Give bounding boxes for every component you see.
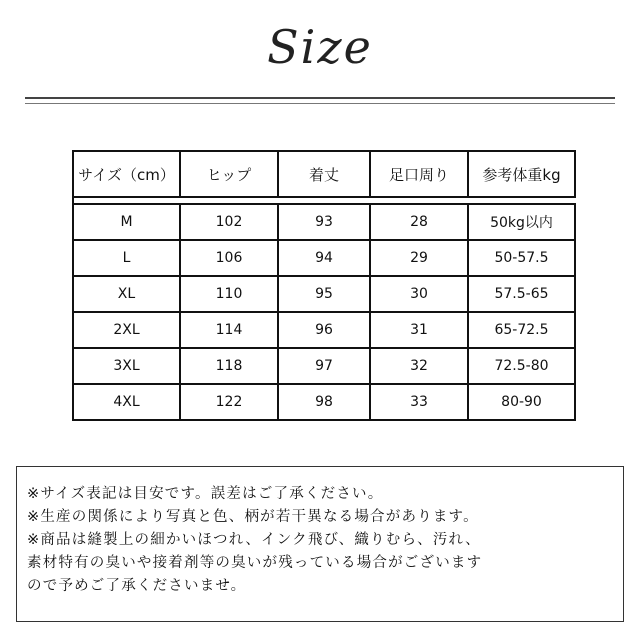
cell-size: 4XL [74, 385, 181, 421]
cell-length: 95 [279, 277, 371, 313]
divider-line-thin [25, 103, 615, 104]
note-line: ので予めご了承くださいませ。 [27, 578, 247, 594]
table-row [74, 349, 576, 385]
header-size: サイズ（cm） [74, 152, 181, 198]
header-weight: 参考体重kg [469, 152, 576, 198]
cell-length: 98 [279, 385, 371, 421]
table-gap [74, 198, 576, 205]
cell-hip: 122 [181, 385, 279, 421]
cell-size: 2XL [74, 313, 181, 349]
cell-hip: 114 [181, 313, 279, 349]
header-hip: ヒップ [181, 152, 279, 198]
cell-leg-opening: 28 [371, 205, 469, 241]
divider-line [25, 97, 615, 99]
cell-hip: 106 [181, 241, 279, 277]
notes-box [16, 466, 624, 622]
cell-leg-opening: 31 [371, 313, 469, 349]
note-line: ※商品は縫製上の細かいほつれ、インク飛び、織りむら、汚れ、 [27, 532, 481, 548]
cell-weight: 57.5-65 [469, 277, 576, 313]
note-line: ※生産の関係により写真と色、柄が若干異なる場合があります。 [27, 509, 479, 525]
cell-weight: 50-57.5 [469, 241, 576, 277]
cell-leg-opening: 30 [371, 277, 469, 313]
table-row [74, 385, 576, 421]
cell-leg-opening: 29 [371, 241, 469, 277]
page-title: Size [267, 20, 373, 74]
cell-hip: 118 [181, 349, 279, 385]
table-row [74, 241, 576, 277]
cell-leg-opening: 32 [371, 349, 469, 385]
cell-hip: 102 [181, 205, 279, 241]
cell-hip: 110 [181, 277, 279, 313]
note-line: ※サイズ表記は目安です。誤差はご了承ください。 [27, 486, 384, 502]
cell-weight: 50kg以内 [469, 205, 576, 241]
cell-length: 97 [279, 349, 371, 385]
cell-length: 96 [279, 313, 371, 349]
cell-weight: 72.5-80 [469, 349, 576, 385]
cell-weight: 65-72.5 [469, 313, 576, 349]
table-row [74, 277, 576, 313]
cell-size: 3XL [74, 349, 181, 385]
table-header-row [74, 152, 576, 198]
cell-weight: 80-90 [469, 385, 576, 421]
note-line: 素材特有の臭いや接着剤等の臭いが残っている場合がございます [27, 555, 483, 571]
cell-length: 94 [279, 241, 371, 277]
cell-size: L [74, 241, 181, 277]
cell-leg-opening: 33 [371, 385, 469, 421]
table-row [74, 313, 576, 349]
cell-size: M [74, 205, 181, 241]
table-row [74, 205, 576, 241]
header-leg-opening: 足口周り [371, 152, 469, 198]
cell-size: XL [74, 277, 181, 313]
size-table [72, 150, 576, 421]
header-length: 着丈 [279, 152, 371, 198]
cell-length: 93 [279, 205, 371, 241]
